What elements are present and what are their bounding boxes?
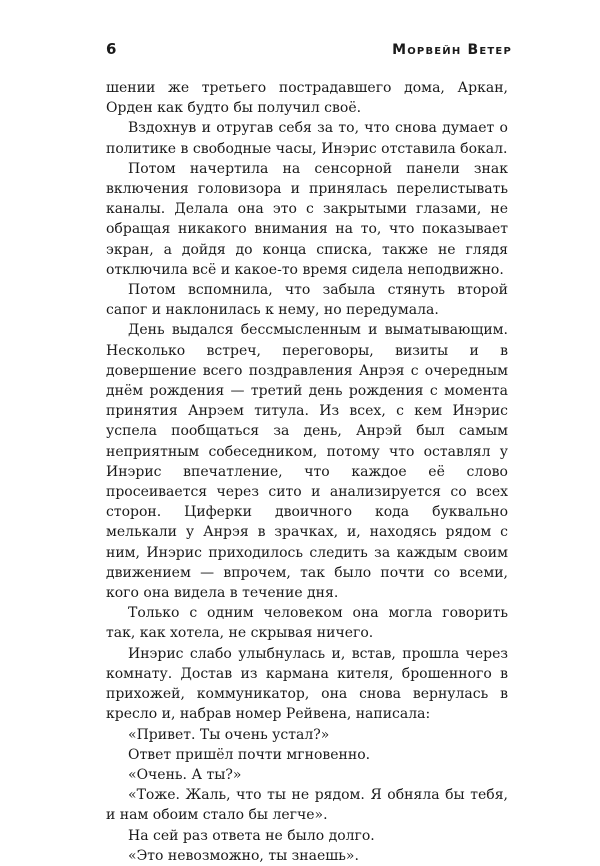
paragraph: День выдался бессмысленным и выматывающим. Несколько встреч, переговоры, визиты и в довершение всего поздравления Анрэя с очередным днём рождения — третий день рождения с момента принятия Анрэем титула. Из всех, с кем Инэрис успела пообщаться за день, Анрэй был самым неприятным собеседником, потому что оставлял у Инэрис впечатление, что каждое её слово просеивается через сито и анализируется со всех сторон. Циферки двоичного кода буквально мелькали у Анрэя в зрачках, и, находясь рядом с ним, Инэрис приходилось следить за каждым своим движением — впрочем, так было почти со всеми, кого она видела в течение дня. [106, 322, 508, 602]
message-line: «Очень. А ты?» [128, 766, 242, 783]
paragraph: Потом вспомнила, что забыла стянуть второй сапог и наклонилась к нему, но передумала. [106, 282, 508, 319]
paragraph: Только с одним человеком она могла говорить так, как хотела, не скрывая ничего. [106, 605, 508, 642]
page-number: 6 [106, 40, 117, 58]
message-line: «Привет. Ты очень устал?» [128, 726, 330, 743]
page-body [106, 78, 508, 866]
paragraph: Вздохнув и отругав себя за то, что снова думает о политике в свободные часы, Инэрис отставила бокал. [106, 120, 508, 157]
paragraph: шении же третьего пострадавшего дома, Аркан, Орден как будто бы получил своё. [106, 80, 508, 117]
paragraph: На сей раз ответа не было долго. [128, 827, 375, 844]
message-line: «Тоже. Жаль, что ты не рядом. Я обняла бы тебя, и нам обоим стало бы легче». [106, 787, 508, 824]
message-line: «Это невозможно, ты знаешь». [128, 847, 359, 864]
running-title: Морвейн Ветер [392, 42, 512, 58]
paragraph: Инэрис слабо улыбнулась и, встав, прошла через комнату. Достав из кармана кителя, брошенного в прихожей, коммуникатор, она снова вернулась в кресло и, набрав номер Рейвена, написала: [106, 645, 508, 723]
page-header [106, 40, 512, 58]
paragraph: Потом начертила на сенсорной панели знак включения головизора и принялась перелистывать каналы. Делала она это с закрытыми глазами, не обращая никакого внимания на то, что показывает экран, а дойдя до конца списка, также не глядя отключила всё и какое-то время сидела неподвижно. [106, 160, 508, 278]
paragraph: Ответ пришёл почти мгновенно. [128, 746, 371, 763]
